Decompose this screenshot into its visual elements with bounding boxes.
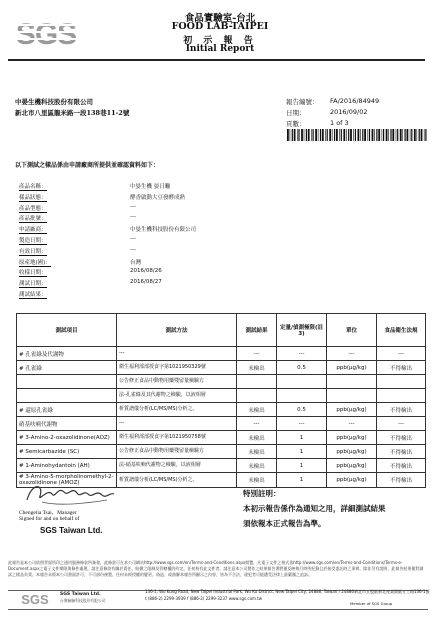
cell-method: 公告修正食品中動物用藥殘留量檢驗方 xyxy=(117,445,237,459)
field-label-text: 測試日期： xyxy=(19,281,47,288)
cell-reg xyxy=(377,389,426,403)
cell-method: 析質譜儀分析(LC/MS/MS)分析之。 xyxy=(117,403,237,417)
special-note-title: 特別註明： xyxy=(243,489,281,498)
table-row xyxy=(17,403,426,417)
field-label xyxy=(19,193,81,201)
field-label xyxy=(19,236,81,244)
cell-item: # Semicarbazide (SC) xyxy=(17,445,117,459)
field-label-text: 產品批號： xyxy=(19,216,47,223)
cell-limit xyxy=(277,375,327,389)
page-count-value: 1 of 3 xyxy=(330,119,349,127)
table-row xyxy=(17,347,426,361)
cell-method: --- xyxy=(117,347,237,361)
field-label-text: 有效日期： xyxy=(19,248,47,255)
header-divider xyxy=(8,59,425,61)
cell-reg: --- xyxy=(377,417,426,431)
table-row xyxy=(17,431,426,445)
footer-company-zh: 台灣檢驗科技股份有限公司 xyxy=(60,598,106,603)
cell-item xyxy=(17,389,117,403)
field-label xyxy=(19,182,81,190)
cell-unit xyxy=(327,389,377,403)
field-value: 台灣 xyxy=(130,259,142,266)
table-row xyxy=(17,375,426,389)
signature-image xyxy=(22,480,117,508)
field-value: --- xyxy=(130,236,136,242)
cell-result: 未檢出 xyxy=(237,473,277,488)
field-label xyxy=(19,258,81,266)
cell-limit: 1 xyxy=(277,445,327,459)
client-address: 新北市八里區龍米路一段138巷11-2號 xyxy=(15,109,130,117)
cell-method: 衛生福利部部授食字第1021950758號 xyxy=(117,431,237,445)
cell-result: 未檢出 xyxy=(237,403,277,417)
field-label xyxy=(19,268,81,276)
cell-reg: 不得檢出 xyxy=(377,403,426,417)
cell-unit: --- xyxy=(327,347,377,361)
cell-result: --- xyxy=(237,347,277,361)
field-label-text: 申請廠商： xyxy=(19,227,47,234)
table-row xyxy=(17,459,426,473)
cell-item: # 1-Aminohydantoin (AH) xyxy=(17,459,117,473)
field-value: 中晏生機科技股份有限公司 xyxy=(130,227,197,234)
table-header-row xyxy=(17,314,426,347)
page-count-label: 頁數： xyxy=(286,120,306,128)
cell-result: 未檢出 xyxy=(237,431,277,445)
cell-reg: 不得檢出 xyxy=(377,473,426,488)
cell-result: 未檢出 xyxy=(237,445,277,459)
cell-result: 未檢出 xyxy=(237,459,277,473)
cell-unit xyxy=(327,375,377,389)
cell-unit: ppb(μg/kg) xyxy=(327,473,377,488)
cell-unit: --- xyxy=(327,417,377,431)
cell-method: 衛生福利部部授食字第1021950329號 xyxy=(117,361,237,375)
field-value: --- xyxy=(130,203,136,210)
field-label-text: 原產地(國)： xyxy=(19,259,51,266)
col-header-unit: 單位 xyxy=(327,314,377,347)
cell-unit: ppb(μg/kg) xyxy=(327,403,377,417)
svg-text:SGS: SGS xyxy=(21,592,49,606)
footer-sgs-logo xyxy=(20,592,50,606)
field-label xyxy=(19,247,81,255)
cell-item: # 孔雀綠 xyxy=(17,361,117,375)
report-date-value: 2016/09/02 xyxy=(330,108,368,116)
cell-unit: ppb(μg/kg) xyxy=(327,459,377,473)
cell-limit: 0.5 xyxy=(277,361,327,375)
table-row xyxy=(17,417,426,431)
col-header-result: 測試結果 xyxy=(237,314,277,347)
footer-company: SGS Taiwan Ltd. xyxy=(60,592,101,597)
cell-reg: 不得檢出 xyxy=(377,361,426,375)
cell-item: # 孔雀綠及代謝物 xyxy=(17,347,117,361)
cell-result: --- xyxy=(237,417,277,431)
report-no-value: FA/2016/84949 xyxy=(330,97,380,105)
cell-result xyxy=(237,375,277,389)
special-note-line1: 本初示報告係作為通知之用，詳細測試結果 xyxy=(243,504,386,513)
cell-limit xyxy=(277,389,327,403)
field-value: 中晏生機 晏日曬 xyxy=(130,184,171,190)
lab-title-en: FOOD LAB-TAIPEI xyxy=(171,21,269,32)
report-no-label: 報告編號： xyxy=(286,98,319,106)
table-row xyxy=(17,445,426,459)
cell-item: # 3-Amino-5-morpholinomethyl-2-oxazolidinone (AMOZ) xyxy=(17,473,117,488)
cell-method: 公告修正食品中動物用藥殘留量檢驗方 xyxy=(117,375,237,389)
field-value: --- xyxy=(130,246,136,253)
cell-item: # 還原孔雀綠 xyxy=(17,403,117,417)
cell-limit: --- xyxy=(277,417,327,431)
cell-limit: 1 xyxy=(277,431,327,445)
cell-method: 法-孔雀綠及其代謝物之檢驗，以液相層 xyxy=(117,389,237,403)
field-label-text: 產品型態： xyxy=(19,205,47,212)
field-label-text: 製造日期： xyxy=(19,238,47,244)
cell-reg xyxy=(377,375,426,389)
signer-name: Chengelia Tsai，Manager xyxy=(19,510,77,516)
svg-text:SGS: SGS xyxy=(15,18,77,51)
sgs-logo xyxy=(12,14,80,54)
special-note-line2: 須依報本正式報告為準。 xyxy=(243,519,326,528)
cell-item: # 3-Amino-2-oxazolidinone(AOZ) xyxy=(17,431,117,445)
cell-unit: ppb(μg/kg) xyxy=(327,361,377,375)
cell-reg: 不得檢出 xyxy=(377,431,426,445)
report-date-label: 日期： xyxy=(286,109,306,117)
cell-limit: --- xyxy=(277,347,327,361)
footer-address: 136-1, Wu Kung Road, New Taipei Industrial Park, Wu Ku District, New Taipei City, 24886, Taiwan / 24886新北市五股區新北產業園區五工路136-1號 xyxy=(145,589,430,594)
cell-reg: 不得檢出 xyxy=(377,445,426,459)
footer-contact: t (886-2) 2299-3939 f (886-2) 2299-3237 www.sgs.com.tw xyxy=(145,596,263,601)
cell-result xyxy=(237,389,277,403)
cell-reg: 不得檢出 xyxy=(377,459,426,473)
lab-title-zh: 食品實驗室-台北 xyxy=(184,13,256,24)
cell-method: 析質譜儀分析(LC/MS/MS)分析之。 xyxy=(117,473,237,488)
field-label xyxy=(19,225,81,233)
field-label xyxy=(19,204,81,212)
field-label xyxy=(19,290,81,298)
cell-unit: ppb(μg/kg) xyxy=(327,431,377,445)
col-header-item: 測試項目 xyxy=(17,314,117,347)
field-label xyxy=(19,279,81,287)
field-value: 2016/08/26 xyxy=(130,268,162,275)
legal-disclaimer: 此報告是本公司依照背面所印之通用服務條款所簽發，此條款可在本公司網站http://www.sgs.com/en/Terms-and-Conditions.aspx閱覽，凡電子文件之格式依http://www.sgs.com/en/Terms-and-Conditions/Terms-e-Document.aspx之電子文件期限與條件處理。請注意條款有關於責任、賠償之限制及管轄權的約定。任何持有此文件者，請注意本公司製作之結果報告書將僅反映執行時所紀錄且於接受委託時之事實。除非另有說明，此報告結果僅對測試之樣品負責。本報告未經本公司書面許可，不可部份複製。任何未經授權的變更、偽造、或曲解本報告所顯示之內容，皆為不合法，違犯者可能遭受法律上最嚴厲之追訴。 xyxy=(8,560,424,577)
field-label-text: 產品名稱： xyxy=(19,184,47,190)
table-row xyxy=(17,361,426,375)
barcode-image xyxy=(287,129,427,141)
cell-unit: ppb(μg/kg) xyxy=(327,445,377,459)
field-label-text: 收樣日期： xyxy=(19,270,47,277)
cell-method: 法-硝基呋喃代謝物之檢驗，以液相層 xyxy=(117,459,237,473)
cell-limit: 1 xyxy=(277,459,327,473)
cell-item xyxy=(17,375,117,389)
signed-for-line: Signed for and on behalf of xyxy=(19,516,80,522)
cell-limit: 1 xyxy=(277,473,327,488)
field-label xyxy=(19,214,81,222)
field-label-text: 測試結果： xyxy=(19,292,47,298)
intro-text: 以下測試之樣品係由申請廠商所提供並確認資料如下： xyxy=(15,162,160,169)
col-header-method: 測試方法 xyxy=(117,314,237,347)
cell-reg: --- xyxy=(377,347,426,361)
client-name: 中晏生機科技股份有限公司 xyxy=(15,98,93,106)
cell-item: 硝基呋喃代謝物 xyxy=(17,417,117,431)
results-table xyxy=(16,313,426,488)
col-header-limit: 定量/偵測極限(註3) xyxy=(277,314,327,347)
report-title-en: Initial Report xyxy=(185,44,255,54)
field-value: 2016/08/27 xyxy=(130,279,162,286)
field-label-text: 樣品狀態： xyxy=(19,194,47,201)
field-value: 酵香啟動大豆發酵成熟 xyxy=(130,194,186,201)
report-title-zh: 初 示 報 告 xyxy=(183,36,257,46)
field-value: --- xyxy=(130,214,136,221)
col-header-regulation: 食品衛生法規 xyxy=(377,314,426,347)
table-row xyxy=(17,389,426,403)
signature-company: SGS Taiwan Ltd. xyxy=(40,526,103,535)
cell-limit: 0.5 xyxy=(277,403,327,417)
cell-method: --- xyxy=(117,417,237,431)
footer-member: Member of SGS Group xyxy=(350,601,393,606)
cell-result: 未檢出 xyxy=(237,361,277,375)
